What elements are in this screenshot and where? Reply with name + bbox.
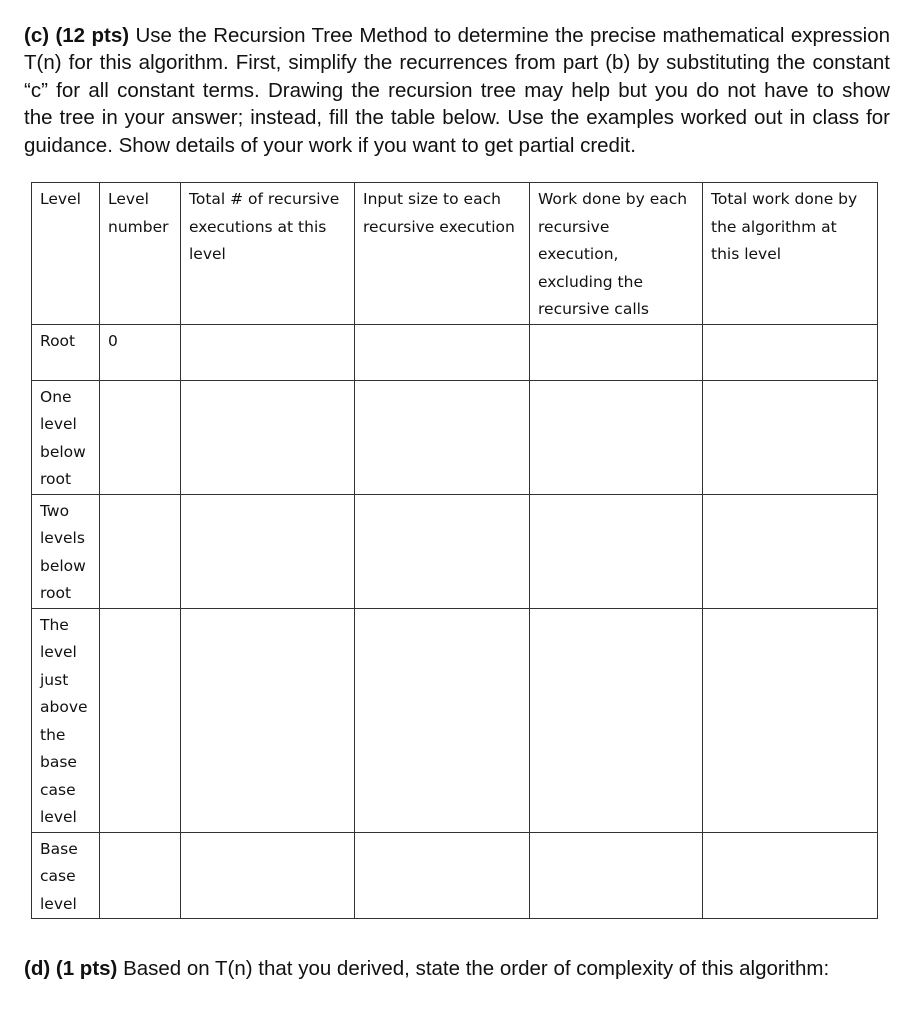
answer-cell[interactable] [181, 832, 355, 919]
level-line: levels [40, 529, 85, 547]
question-c-line-2: T(n) for this algorithm. First, simplify the recurrences from part (b) by substituting the constant [24, 51, 890, 75]
header-total-work [703, 183, 878, 325]
level-line: case [40, 867, 76, 885]
header-work-per-execution [530, 183, 703, 325]
answer-cell[interactable] [530, 380, 703, 494]
level-line: One [40, 387, 72, 406]
table-header-row [32, 183, 878, 325]
header-line: this level [711, 245, 782, 263]
question-c-line-1 [24, 22, 890, 49]
level-line: base [40, 753, 77, 771]
level-line: above [40, 698, 88, 716]
question-c-label: (c) (12 pts) [24, 24, 130, 47]
header-line: recursive execution [363, 217, 515, 236]
header-line: excluding the [538, 272, 643, 291]
header-level-number [100, 183, 181, 325]
question-d-text: Based on T(n) that you derived, state the order of complexity of this algorithm: [123, 957, 830, 980]
answer-cell[interactable] [703, 494, 878, 608]
question-c-line-5: guidance. Show details of your work if you want to get partial credit. [24, 133, 636, 157]
answer-cell[interactable] [355, 494, 530, 608]
level-line: Root [40, 331, 76, 350]
answer-cell[interactable] [703, 608, 878, 832]
level-number-cell: 0 [100, 324, 181, 380]
header-level [32, 183, 100, 325]
header-line: recursive [538, 217, 610, 236]
header-total-executions [181, 183, 355, 325]
header-line: Level [108, 190, 149, 208]
table-row-one-level-below [32, 380, 878, 494]
question-c-line-3: “c” for all constant terms. Drawing the recursion tree may help but you do not have to show [24, 78, 890, 102]
question-d-label: (d) (1 pts) [24, 957, 118, 980]
level-cell [32, 324, 100, 380]
answer-cell[interactable] [355, 608, 530, 832]
table-row-two-levels-below [32, 494, 878, 608]
answer-cell[interactable] [530, 608, 703, 832]
header-line: level [189, 245, 226, 263]
header-line: Work done by each [538, 190, 688, 208]
header-input-size [355, 183, 530, 325]
question-c-line-4: the tree in your answer; instead, fill the table below. Use the examples worked out in class for [24, 106, 890, 130]
header-line: Input size to each [363, 190, 501, 208]
answer-cell[interactable] [181, 608, 355, 832]
answer-cell[interactable] [181, 324, 355, 380]
level-number-cell[interactable] [100, 380, 181, 494]
header-line: Total work done by [711, 190, 858, 208]
level-line: below [40, 556, 86, 575]
level-line: root [40, 470, 72, 488]
level-number-cell[interactable] [100, 494, 181, 608]
header-line: the algorithm at [711, 217, 837, 236]
header-level-line: Level [40, 190, 81, 208]
table-row-base-case [32, 832, 878, 919]
level-line: case [40, 780, 76, 799]
answer-cell[interactable] [530, 494, 703, 608]
level-number-cell[interactable] [100, 832, 181, 919]
level-line: The [40, 615, 69, 634]
level-line: root [40, 584, 72, 602]
level-cell [32, 494, 100, 608]
level-line: the [40, 725, 66, 744]
answer-cell[interactable] [703, 380, 878, 494]
answer-cell[interactable] [703, 832, 878, 919]
level-line: Two [40, 501, 70, 520]
answer-cell[interactable] [181, 494, 355, 608]
header-line: execution, [538, 245, 619, 263]
level-line: level [40, 643, 77, 661]
level-line: level [40, 415, 77, 433]
question-d [24, 955, 829, 983]
question-c [24, 22, 890, 159]
level-line: level [40, 808, 77, 826]
header-line: Total # of recursive [189, 190, 340, 208]
question-c-text-1: Use the Recursion Tree Method to determine the precise mathematical expression [135, 24, 890, 47]
answer-cell[interactable] [530, 832, 703, 919]
header-line: number [108, 217, 169, 236]
answer-cell[interactable] [355, 380, 530, 494]
recursion-tree-table [31, 182, 878, 919]
level-line: level [40, 894, 77, 913]
header-line: recursive calls [538, 300, 650, 318]
answer-cell[interactable] [530, 324, 703, 380]
level-cell [32, 608, 100, 832]
table-row-above-base-case [32, 608, 878, 832]
header-line: executions at this [189, 217, 327, 236]
answer-cell[interactable] [703, 324, 878, 380]
answer-cell[interactable] [355, 324, 530, 380]
level-line: Base [40, 839, 78, 858]
level-line: just [40, 670, 69, 689]
level-cell [32, 380, 100, 494]
level-number-cell[interactable] [100, 608, 181, 832]
answer-cell[interactable] [355, 832, 530, 919]
level-line: below [40, 442, 86, 461]
level-cell [32, 832, 100, 919]
table-row-root [32, 324, 878, 380]
answer-cell[interactable] [181, 380, 355, 494]
